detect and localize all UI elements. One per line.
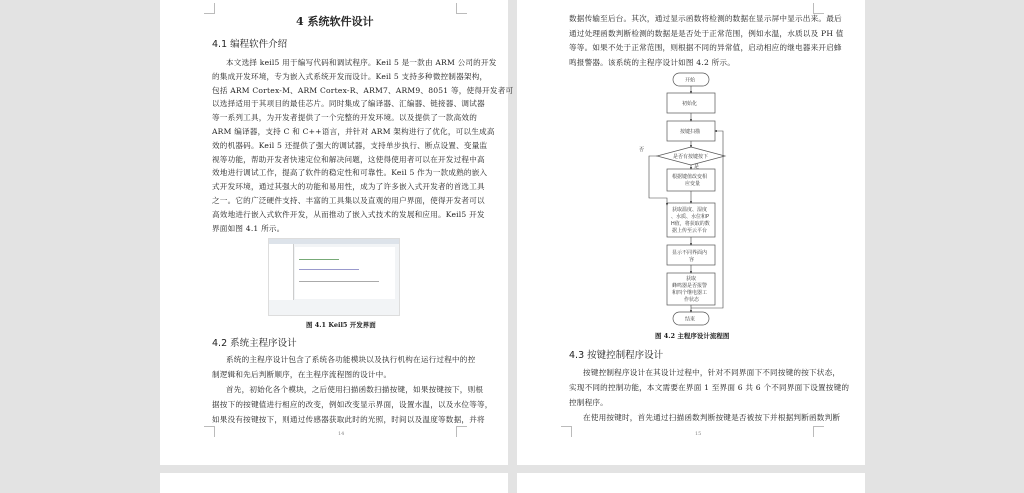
text-line: 包括 ARM Cortex-M、ARM Cortex-R、ARM7、ARM9、8051 等，使得开发者可	[212, 85, 514, 95]
text-line: 通过处理函数判断检测的数据是是否处于正常范围，例如水温，水质以及 PH 值	[569, 28, 844, 38]
text-line: 高效地进行嵌入式软件开发，从而推动了嵌入式技术的发展和应用。Keil5 开发	[212, 209, 485, 219]
margin-mark	[813, 3, 824, 14]
text-line: 式开发环境，通过其强大的功能和易用性，成为了许多嵌入式开发者的首选工具	[212, 182, 485, 192]
flow-init-label: 初始化	[682, 101, 698, 107]
flow-change-var	[667, 169, 715, 191]
text-line: 制逻辑和先后判断顺序，在主程序流程图的设计中。	[212, 370, 392, 379]
flow-change-var-label: 根据键值改变相应变量	[672, 174, 708, 187]
margin-mark	[456, 426, 467, 437]
text-line: 等一系列工具，为开发者提供了一个完整的开发环境。以及提供了一款高效的	[212, 113, 477, 123]
flow-acquire-label: 获取温度、湿度、水质、水位和P H值，将获取的数据上传至云平台	[671, 207, 710, 234]
flow-yes-label: 是	[694, 164, 700, 170]
margin-mark	[456, 3, 467, 14]
text-line: 本文选择 keil5 用于编写代码和调试程序。Keil 5 是一款由 ARM 公司的开发	[226, 58, 497, 67]
flow-decision-label: 是否有按键按下	[673, 154, 709, 160]
text-line: 以选择适用于其项目的最佳芯片。同时集成了编译器、汇编器、链接器、调试器	[212, 99, 485, 109]
figure-4-2-caption: 图 4.2 主程序设计流程图	[655, 332, 730, 340]
text-line: 控制程序。	[569, 398, 608, 407]
keil5-screenshot-figure	[268, 238, 400, 316]
document-page-16	[160, 473, 508, 493]
margin-mark	[204, 3, 215, 14]
text-line: 据按下的按键值进行相应的改变，例如改变显示界面，设置水温，以及水位等等，	[212, 400, 493, 409]
flow-display-label: 显示不同界面内容	[672, 250, 708, 263]
text-line: 首先，初始化各个模块，之后使用扫描函数扫描按键，如果按键按下，则根	[226, 385, 484, 394]
figure-4-1-caption: 图 4.1 Keil5 开发界面	[306, 321, 376, 329]
text-line: 实现不同的控制功能，本文需要在界面 1 至界面 6 共 6 个不同界面下设置按键的	[569, 383, 850, 392]
text-line: 效地进行调试工作，提高了软件的稳定性和可靠性。Keil 5 作为一款成熟的嵌入	[212, 168, 488, 178]
section-heading-4-3: 4.3 按键控制程序设计	[569, 350, 664, 361]
text-line: 等等。如果不处于正常范围，则根据不同的异常值，启动相应的继电器来开启蜂	[569, 43, 842, 52]
text-line: 按键控制程序设计在其设计过程中，针对不同界面下不同按键的按下状态，	[583, 368, 841, 377]
text-line: 之一。它的广泛硬件支持、丰富的工具集以及直观的用户界面，使得开发者可以	[212, 196, 485, 205]
margin-mark	[204, 426, 215, 437]
flow-no-label: 否	[639, 147, 645, 153]
text-line: 界面如图 4.1 所示。	[212, 223, 285, 233]
page-number: 14	[338, 431, 345, 437]
text-line: 鸣报警器。该系统的主程序设计如图 4.2 所示。	[569, 57, 735, 67]
text-line: 在使用按键时，首先通过扫描函数判断按键是否被按下并根据判断函数判断	[583, 413, 841, 422]
flow-scan-label: 按键扫描	[680, 129, 701, 135]
document-page-17	[517, 473, 865, 493]
document-page-15	[517, 0, 865, 465]
document-page-14	[160, 0, 514, 465]
margin-mark	[813, 426, 824, 437]
margin-mark	[561, 426, 572, 437]
flow-start-label: 开始	[685, 77, 696, 84]
flow-status-label: 获取蜂鸣器是否报警和四个继电器工作状态	[672, 276, 708, 303]
text-line: 视等功能，帮助开发者快速定位和解决问题，这使得使用者可以在开发过程中高	[212, 154, 485, 164]
main-program-flowchart	[637, 68, 757, 333]
section-heading-4-2: 4.2 系统主程序设计	[212, 338, 297, 349]
flow-end-label: 结束	[685, 316, 696, 323]
text-line: 系统的主程序设计包含了系统各功能模块以及执行机构在运行过程中的控	[226, 355, 476, 364]
text-line: ARM 编译器，支持 C 和 C++语言，并针对 ARM 架构进行了优化，可以生成高	[212, 127, 495, 136]
section-heading-4-1: 4.1 编程软件介绍	[212, 39, 288, 50]
page-number: 15	[695, 431, 702, 437]
chapter-title: 4 系统软件设计	[296, 15, 374, 28]
text-line: 效的机器码。Keil 5 还提供了强大的调试器，支持单步执行、断点设置、变量监	[212, 140, 488, 150]
text-line: 如果没有按键按下，则通过传感器获取此时的光照，时间以及温度等数据，并将	[212, 415, 485, 424]
text-line: 数据传输至后台。其次，通过显示函数将检测的数据在显示屏中显示出来。最后	[569, 14, 842, 23]
text-line: 的集成开发环境，专为嵌入式系统开发而设计。Keil 5 支持多种微控制器架构，	[212, 71, 488, 81]
